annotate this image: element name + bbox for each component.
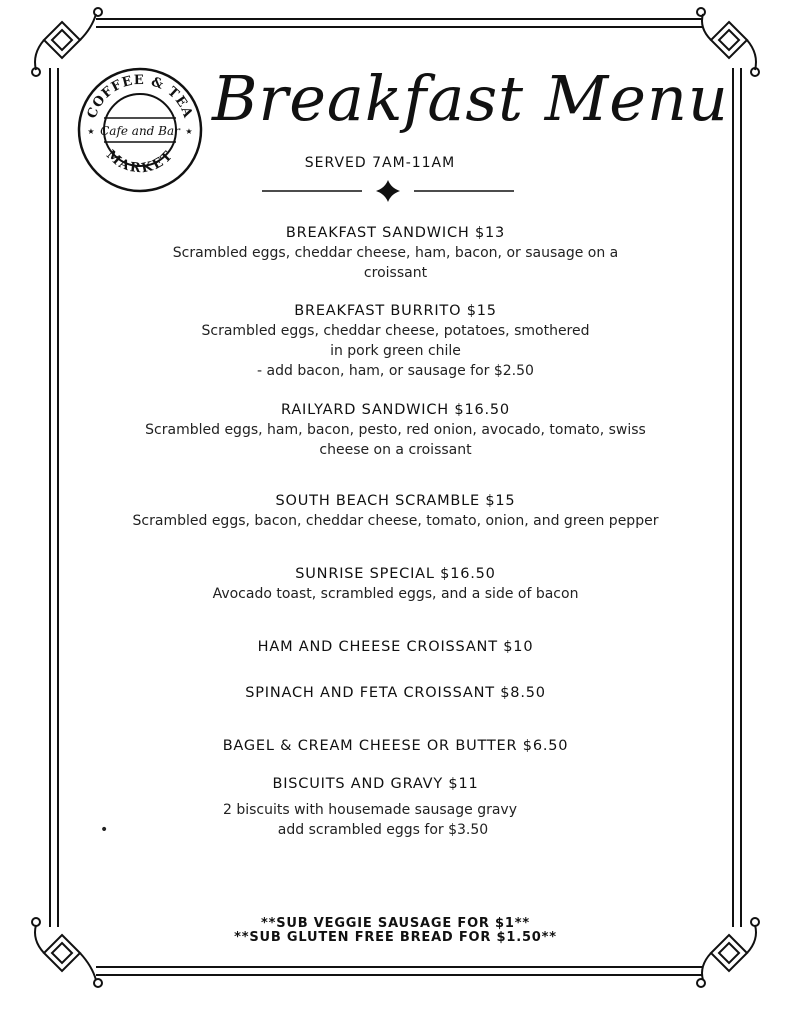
- item-description: 2 biscuits with housemade sausage gravy: [222, 802, 518, 818]
- item-title: RAILYARD SANDWICH $16.50: [281, 402, 510, 418]
- footer-note: **SUB GLUTEN FREE BREAD FOR $1.50**: [234, 930, 557, 945]
- logo-bottom-text: MARKET: [103, 147, 177, 177]
- item-description: Avocado toast, scrambled eggs, and a side of bacon: [212, 586, 579, 602]
- item-title: BREAKFAST SANDWICH $13: [285, 225, 506, 241]
- served-hours: SERVED 7AM-11AM: [304, 155, 456, 171]
- corner-ornament-bottom-right: [697, 918, 759, 987]
- item-title: BREAKFAST BURRITO $15: [294, 303, 497, 319]
- cafe-logo: [76, 66, 204, 194]
- menu-title: Breakfast Menu: [212, 62, 729, 135]
- item-description: Scrambled eggs, bacon, cheddar cheese, tomato, onion, and green pepper: [132, 513, 659, 529]
- item-title: SUNRISE SPECIAL $16.50: [295, 566, 496, 582]
- item-title: SPINACH AND FETA CROISSANT $8.50: [245, 685, 546, 701]
- item-description: add scrambled eggs for $3.50: [277, 822, 489, 838]
- logo-top-text: COFFEE & TEA: [84, 72, 196, 121]
- title-divider: [262, 180, 514, 202]
- item-title: BAGEL & CREAM CHEESE OR BUTTER $6.50: [222, 738, 569, 754]
- item-description: Scrambled eggs, cheddar cheese, ham, bacon, or sausage on a croissant: [172, 245, 619, 281]
- item-title: BISCUITS AND GRAVY $11: [272, 776, 479, 792]
- svg-text:★: ★: [87, 127, 95, 136]
- footer-note: **SUB VEGGIE SAUSAGE FOR $1**: [261, 916, 530, 931]
- logo-center-text: Cafe and Bar: [100, 124, 180, 138]
- sparkle-icon: [376, 180, 400, 202]
- item-description: Scrambled eggs, cheddar cheese, potatoes, smothered in pork green chile - add bacon, ham, or sausage for $2.50: [201, 323, 590, 379]
- item-title: HAM AND CHEESE CROISSANT $10: [257, 639, 534, 655]
- corner-ornament-bottom-left: [32, 918, 102, 987]
- svg-text:★: ★: [185, 127, 193, 136]
- svg-text:MARKET: [103, 147, 177, 176]
- item-description: Scrambled eggs, ham, bacon, pesto, red onion, avocado, tomato, swiss cheese on a croissant: [145, 422, 646, 458]
- item-title: SOUTH BEACH SCRAMBLE $15: [275, 493, 516, 509]
- svg-text:COFFEE & TEA: [85, 73, 196, 121]
- bullet-point: •: [100, 822, 109, 838]
